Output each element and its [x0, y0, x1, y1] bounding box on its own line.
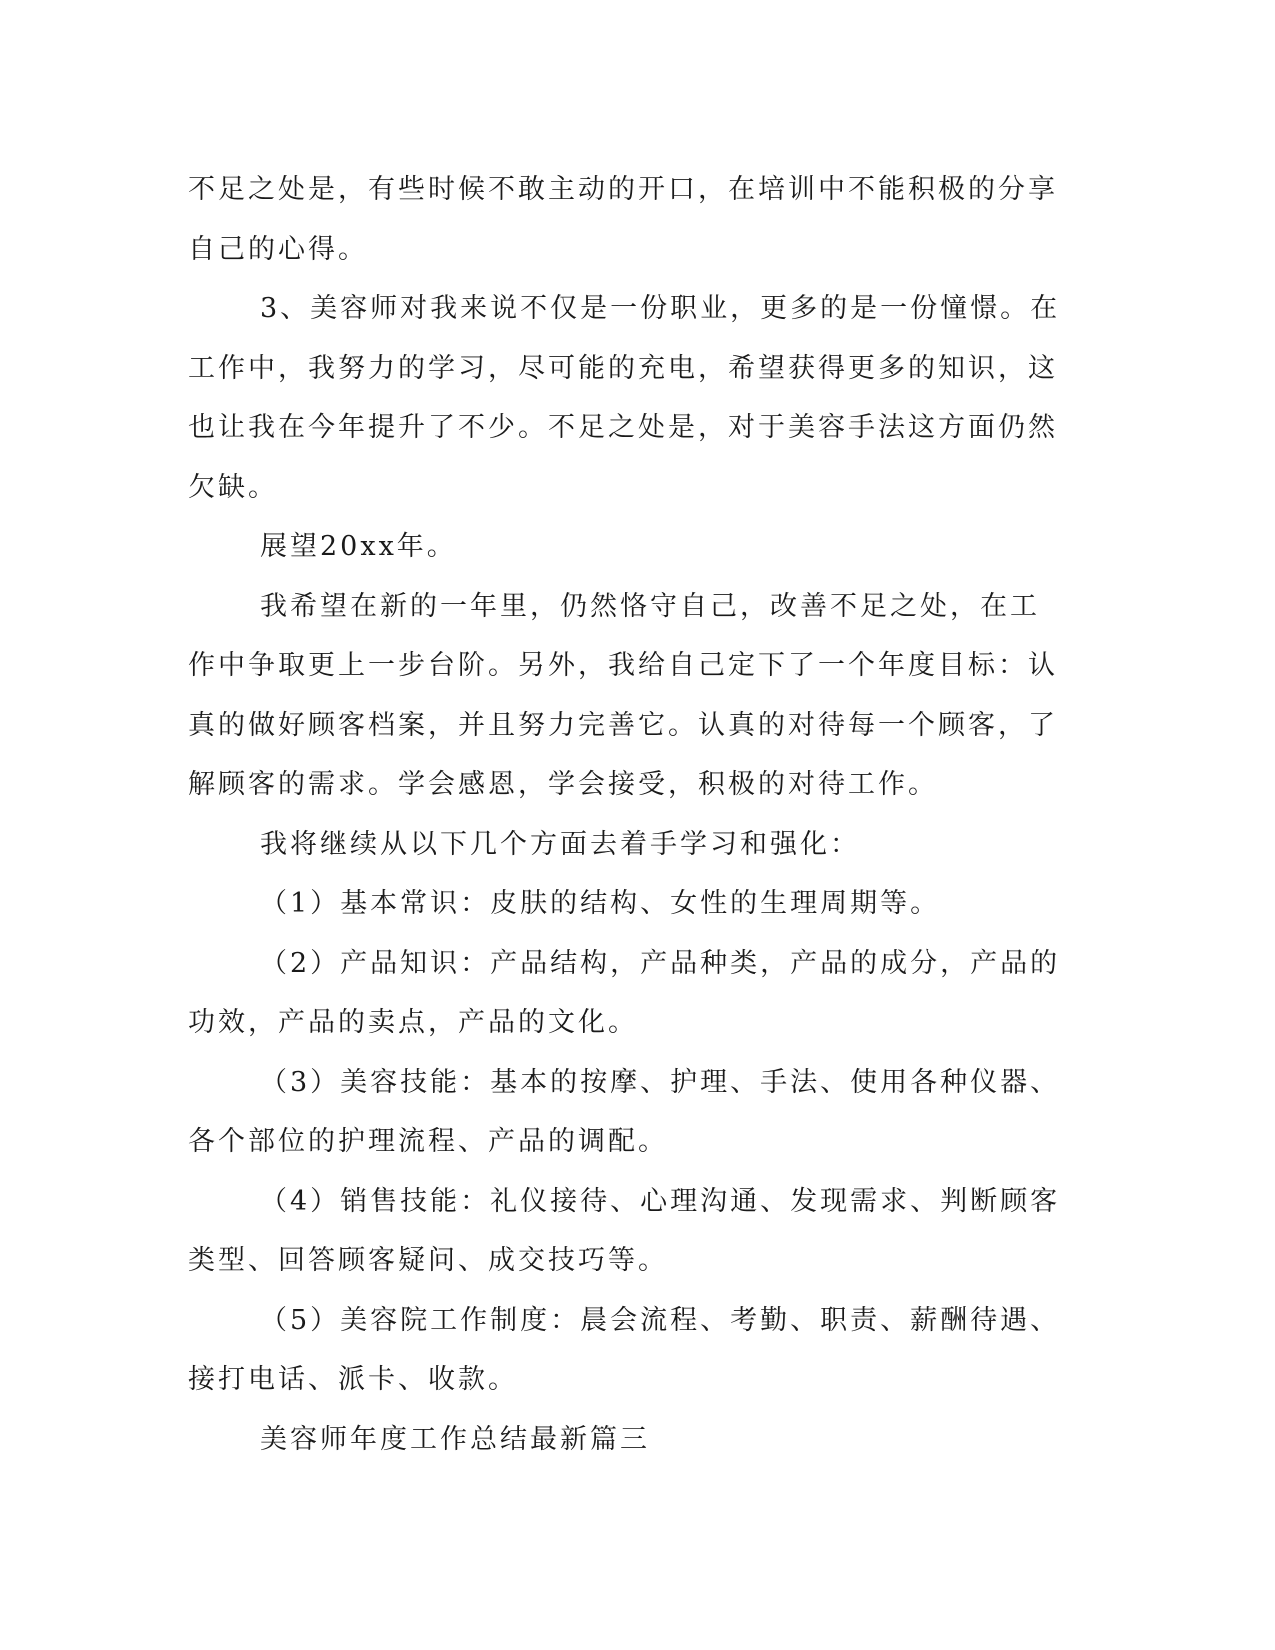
- document-body: [188, 160, 1068, 1469]
- paragraph-3: 展望20xx年。: [260, 531, 457, 562]
- paragraph-4: 我希望在新的一年里，仍然恪守自己，改善不足之处，在工作中争取更上一步台阶。另外，我给自己定下了一个年度目标：认真的做好顾客档案，并且努力完善它。认真的对待每一个顾客，了解顾客的需求。学会感恩，学会接受，积极的对待工作。: [188, 590, 1058, 800]
- paragraph-1: 不足之处是，有些时候不敢主动的开口，在培训中不能积极的分享自己的心得。: [188, 174, 1058, 265]
- section-heading: 美容师年度工作总结最新篇三: [260, 1423, 650, 1455]
- list-item-1: （1）基本常识：皮肤的结构、女性的生理周期等。: [260, 888, 941, 919]
- list-item-4: （4）销售技能：礼仪接待、心理沟通、发现需求、判断顾客类型、回答顾客疑问、成交技巧等。: [188, 1185, 1061, 1276]
- list-item-2: （2）产品知识：产品结构，产品种类，产品的成分，产品的功效，产品的卖点，产品的文化。: [188, 947, 1061, 1038]
- paragraph-5: 我将继续从以下几个方面去着手学习和强化：: [260, 828, 860, 860]
- paragraph-2: 3、美容师对我来说不仅是一份职业，更多的是一份憧憬。在工作中，我努力的学习，尽可能的充电，希望获得更多的知识，这也让我在今年提升了不少。不足之处是，对于美容手法这方面仍然欠缺。: [188, 293, 1061, 503]
- list-item-3: （3）美容技能：基本的按摩、护理、手法、使用各种仪器、各个部位的护理流程、产品的调配。: [188, 1066, 1061, 1157]
- list-item-5: （5）美容院工作制度：晨会流程、考勤、职责、薪酬待遇、接打电话、派卡、收款。: [188, 1304, 1061, 1395]
